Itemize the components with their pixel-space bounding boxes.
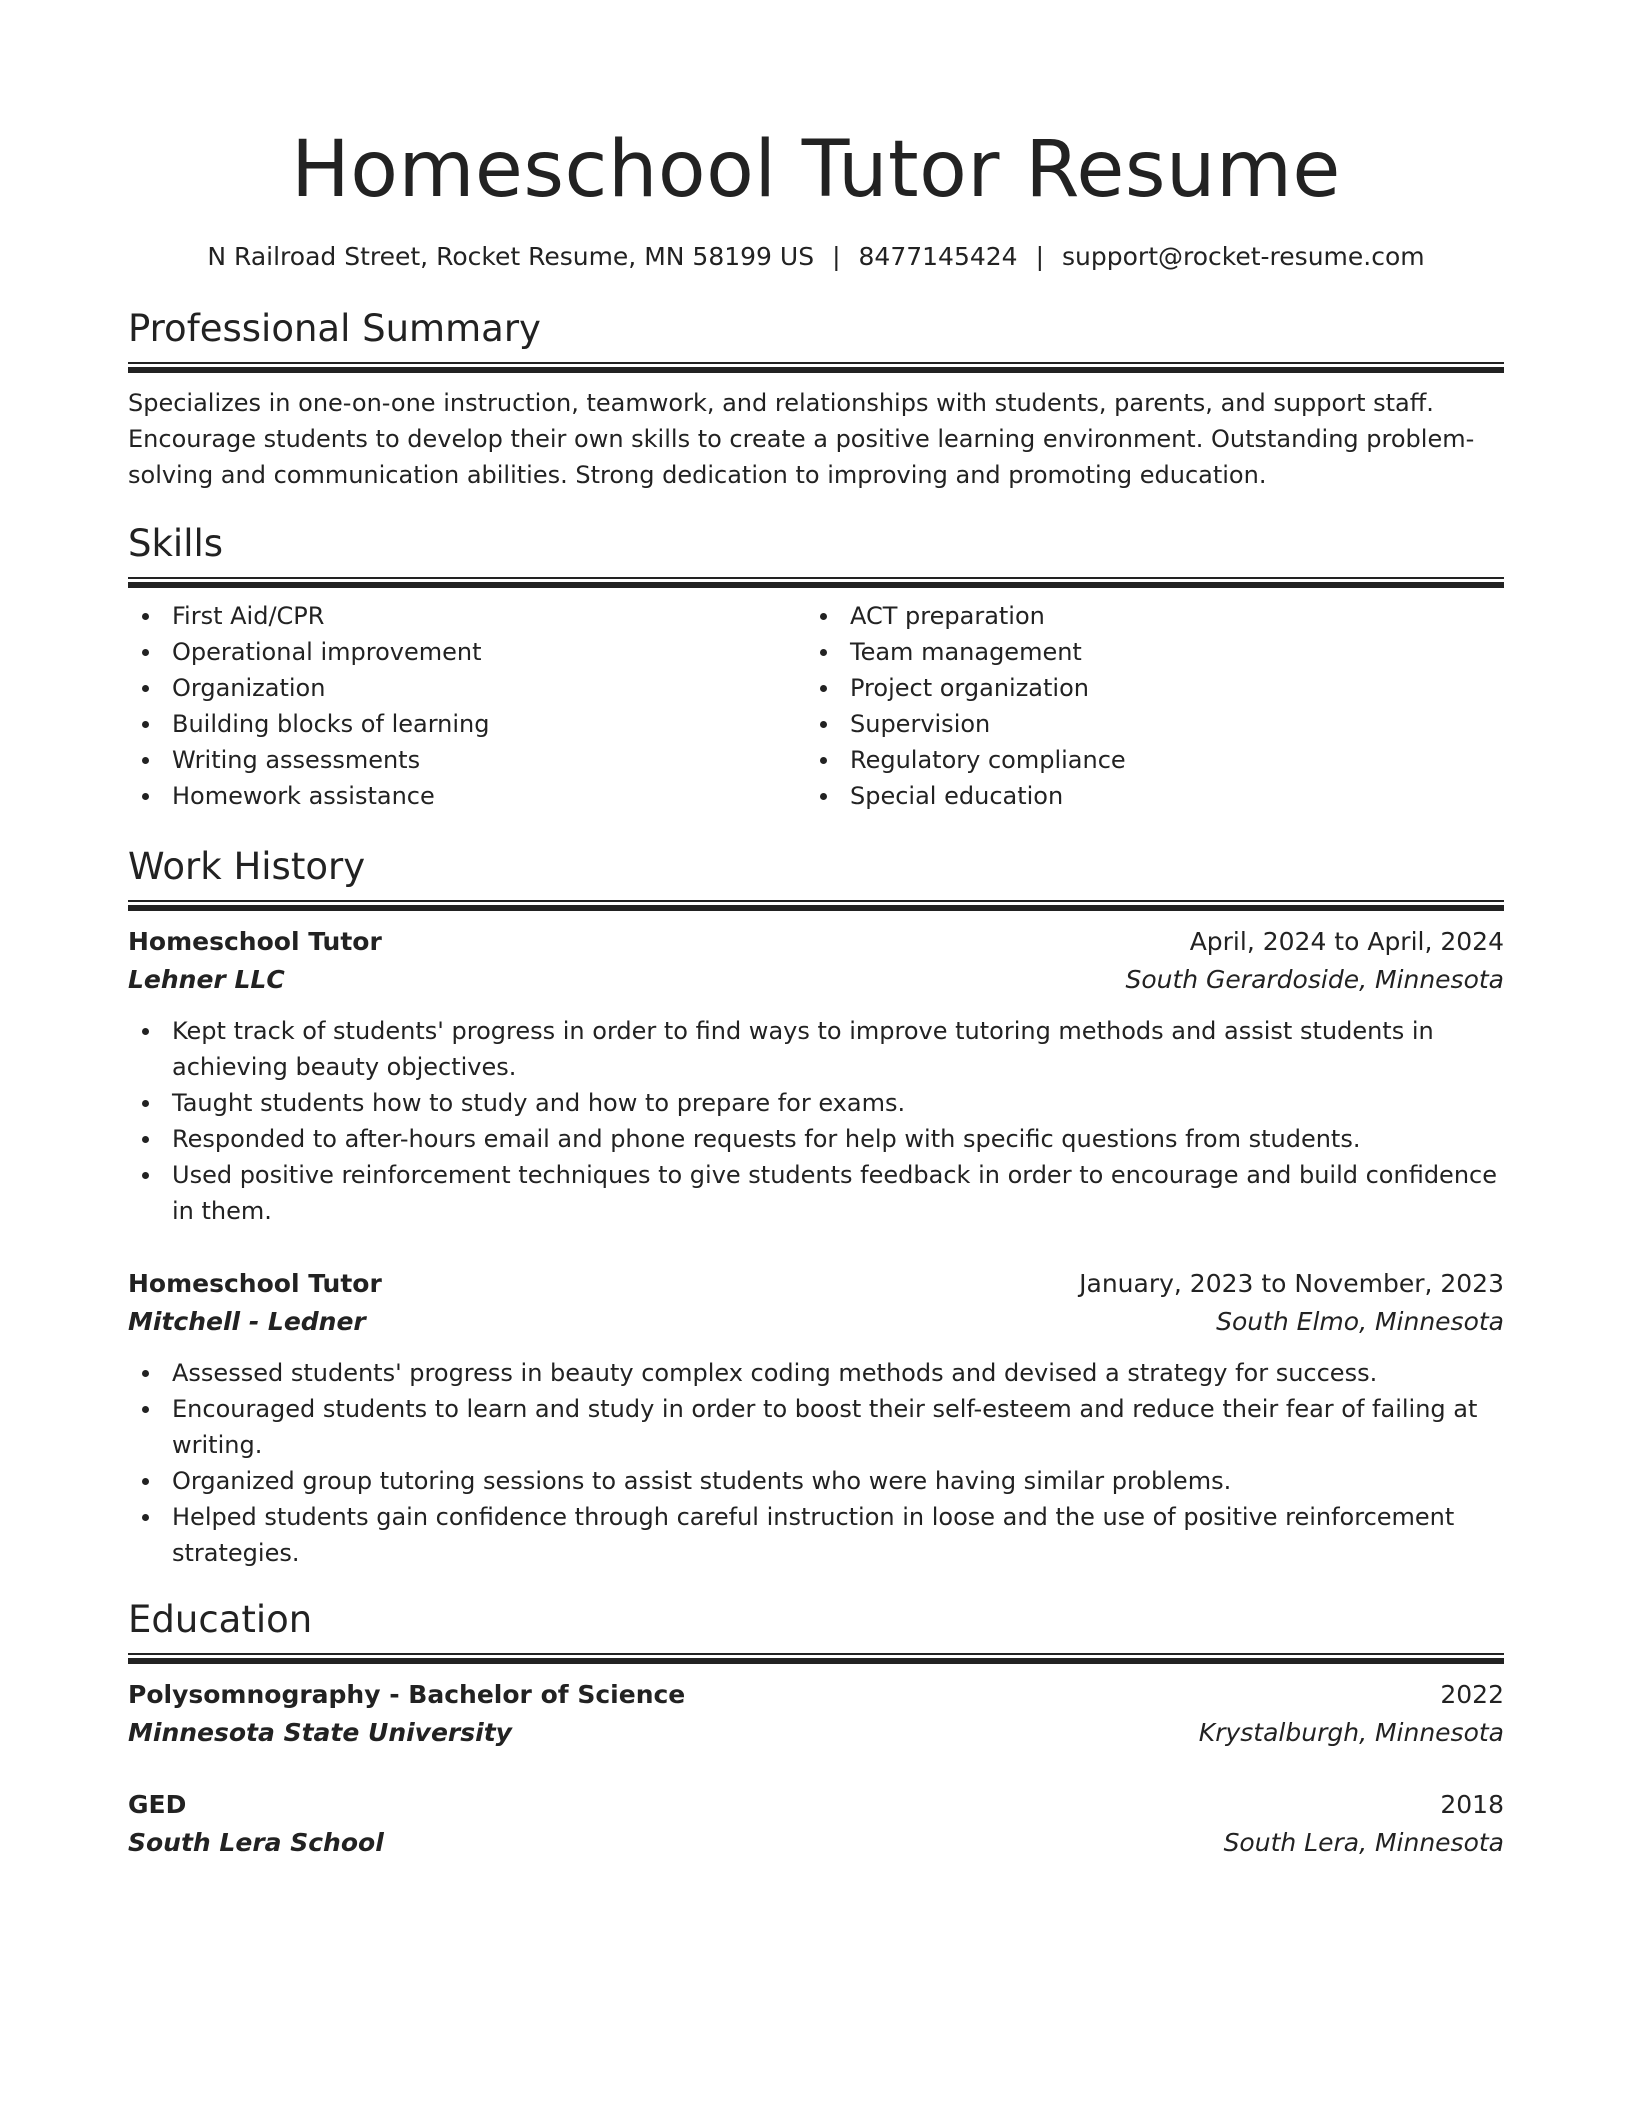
education-header-row bbox=[128, 1676, 1504, 1714]
job-duties bbox=[128, 1013, 1504, 1229]
contact-separator: | bbox=[1035, 242, 1045, 271]
job-duties bbox=[128, 1355, 1504, 1571]
job-company-row bbox=[128, 961, 1504, 999]
education-section bbox=[128, 1597, 1504, 1862]
job-dates: January, 2023 to November, 2023 bbox=[1079, 1269, 1504, 1298]
job-duty-item: Assessed students' progress in beauty complex coding methods and devised a strategy for success. bbox=[128, 1355, 1504, 1391]
contact-phone: 8477145424 bbox=[858, 242, 1018, 271]
contact-separator: | bbox=[832, 242, 841, 271]
skill-item: Team management bbox=[806, 634, 1484, 670]
job-duty-item: Responded to after-hours email and phone requests for help with specific questions from students. bbox=[128, 1121, 1504, 1157]
section-heading-education: Education bbox=[128, 1598, 313, 1641]
job-header-row bbox=[128, 923, 1504, 961]
education-location: South Lera, Minnesota bbox=[1223, 1828, 1504, 1857]
section-heading-work: Work History bbox=[128, 845, 366, 888]
job-location: South Gerardoside, Minnesota bbox=[1125, 965, 1504, 994]
job-company: Lehner LLC bbox=[128, 965, 285, 994]
skill-item: Operational improvement bbox=[128, 634, 806, 670]
job-header-row bbox=[128, 1265, 1504, 1303]
skill-item: ACT preparation bbox=[806, 598, 1484, 634]
education-entry bbox=[128, 1786, 1504, 1862]
skill-item: Supervision bbox=[806, 706, 1484, 742]
work-history-section bbox=[128, 844, 1504, 1571]
education-school: Minnesota State University bbox=[128, 1718, 512, 1747]
education-school-row bbox=[128, 1714, 1504, 1752]
education-year: 2018 bbox=[1440, 1790, 1504, 1819]
section-divider bbox=[128, 900, 1504, 911]
education-year: 2022 bbox=[1440, 1680, 1504, 1709]
education-header-row bbox=[128, 1786, 1504, 1824]
job-title: Homeschool Tutor bbox=[128, 927, 382, 956]
contact-line bbox=[128, 240, 1504, 274]
job-location: South Elmo, Minnesota bbox=[1216, 1307, 1504, 1336]
education-degree: GED bbox=[128, 1790, 187, 1819]
job-company-row bbox=[128, 1303, 1504, 1341]
job-entry bbox=[128, 923, 1504, 1229]
education-degree: Polysomnography - Bachelor of Science bbox=[128, 1680, 686, 1709]
section-heading-summary: Professional Summary bbox=[128, 307, 541, 350]
education-entry bbox=[128, 1676, 1504, 1752]
section-divider bbox=[128, 577, 1504, 588]
summary-text: Specializes in one-on-one instruction, teamwork, and relationships with students, parents, and support staff. Encourage students to develop their own skills to create a positive learning environment. Outstanding problem-solving and communication abilities. Strong dedication to improving and promoting education. bbox=[128, 389, 1475, 489]
resume-title: Homeschool Tutor Resume bbox=[291, 125, 1341, 215]
job-title: Homeschool Tutor bbox=[128, 1269, 382, 1298]
skill-item: Regulatory compliance bbox=[806, 742, 1484, 778]
job-duty-item: Used positive reinforcement techniques to give students feedback in order to encourage and build confidence in them. bbox=[128, 1157, 1504, 1229]
education-school-row bbox=[128, 1824, 1504, 1862]
job-company: Mitchell - Ledner bbox=[128, 1307, 366, 1336]
resume-page bbox=[128, 0, 1504, 1862]
skill-item: Project organization bbox=[806, 670, 1484, 706]
skills-list bbox=[128, 598, 1504, 814]
contact-email[interactable]: support@rocket-resume.com bbox=[1062, 242, 1425, 271]
skill-item: Homework assistance bbox=[128, 778, 806, 814]
job-duty-item: Taught students how to study and how to prepare for exams. bbox=[128, 1085, 1504, 1121]
skill-item: First Aid/CPR bbox=[128, 598, 806, 634]
job-dates: April, 2024 to April, 2024 bbox=[1189, 927, 1504, 956]
education-school: South Lera School bbox=[128, 1828, 384, 1857]
job-duty-item: Encouraged students to learn and study in order to boost their self-esteem and reduce their fear of failing at writing. bbox=[128, 1391, 1504, 1463]
job-duty-item: Kept track of students' progress in order to find ways to improve tutoring methods and assist students in achieving beauty objectives. bbox=[128, 1013, 1504, 1085]
skill-item: Building blocks of learning bbox=[128, 706, 806, 742]
summary-section bbox=[128, 306, 1504, 493]
job-duty-item: Helped students gain confidence through careful instruction in loose and the use of positive reinforcement strategies. bbox=[128, 1499, 1504, 1571]
section-divider bbox=[128, 1653, 1504, 1664]
section-heading-skills: Skills bbox=[128, 522, 224, 565]
job-entry bbox=[128, 1265, 1504, 1571]
skills-column-right bbox=[806, 598, 1484, 814]
skill-item: Organization bbox=[128, 670, 806, 706]
skill-item: Writing assessments bbox=[128, 742, 806, 778]
job-duty-item: Organized group tutoring sessions to assist students who were having similar problems. bbox=[128, 1463, 1504, 1499]
contact-address: N Railroad Street, Rocket Resume, MN 58199 US bbox=[207, 242, 815, 271]
skills-section bbox=[128, 521, 1504, 814]
education-location: Krystalburgh, Minnesota bbox=[1198, 1718, 1504, 1747]
skill-item: Special education bbox=[806, 778, 1484, 814]
skills-column-left bbox=[128, 598, 806, 814]
section-divider bbox=[128, 362, 1504, 373]
